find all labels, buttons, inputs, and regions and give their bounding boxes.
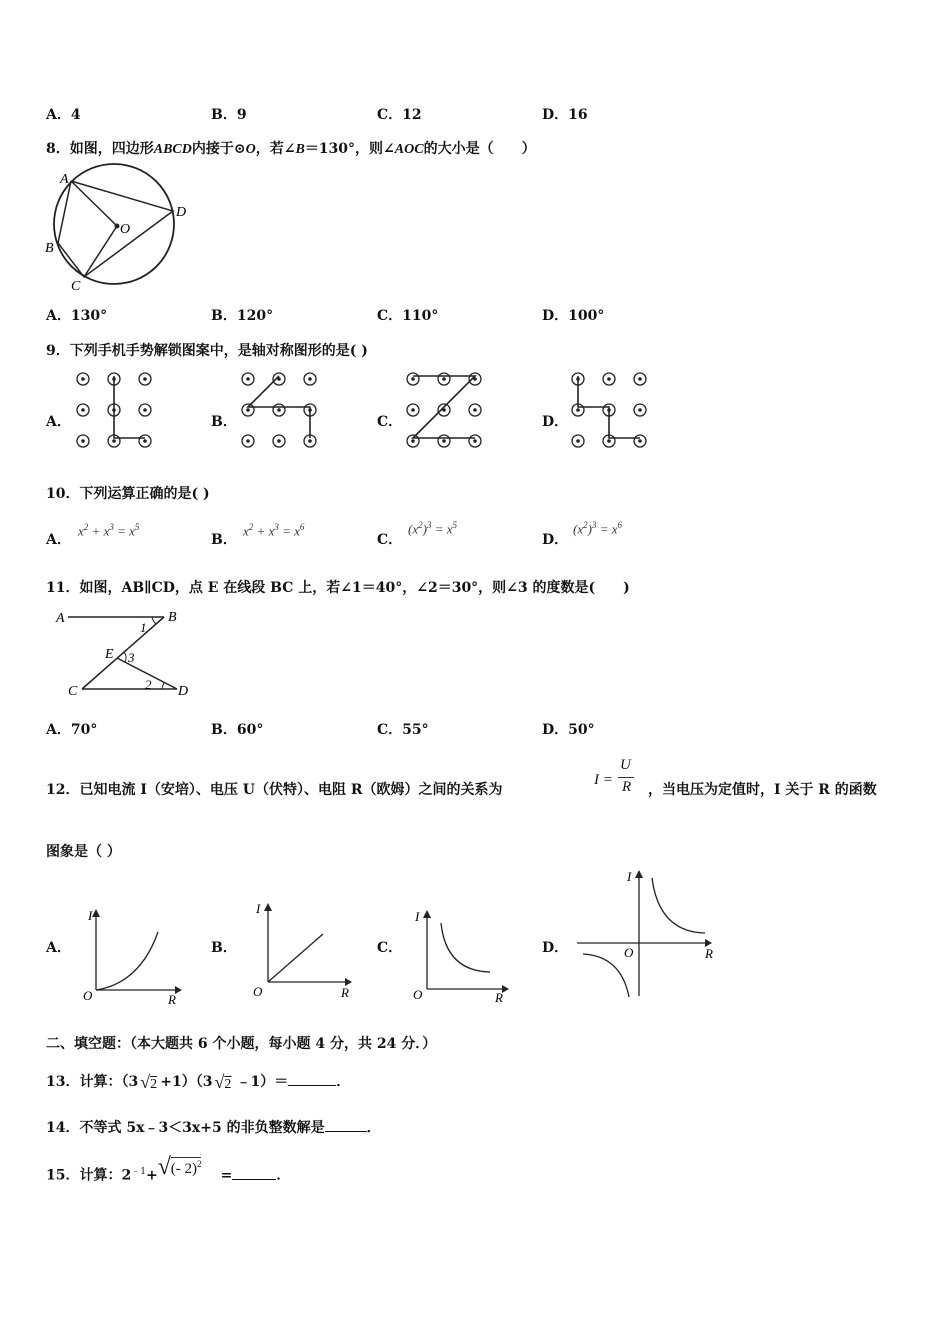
q9-pattern-a xyxy=(72,368,156,448)
q11-label-a: A xyxy=(56,611,65,626)
svg-text:R: R xyxy=(168,992,176,1007)
lock-dot-center xyxy=(308,439,312,443)
q8-option-d: D．100° xyxy=(542,308,605,324)
svg-text:R: R xyxy=(341,985,349,1000)
q14-expression: 14．不等式 5x﹣3＜3x+5 的非负整数解是 ． xyxy=(46,1120,381,1136)
lock-dot-center xyxy=(81,408,85,412)
lock-dot-center xyxy=(143,377,147,381)
lock-dot-center xyxy=(576,439,580,443)
svg-text:R: R xyxy=(705,946,713,961)
q8-option-c: C．110° xyxy=(377,308,439,324)
lock-dot-center xyxy=(442,439,446,443)
q11-option-b: B．60° xyxy=(211,722,264,738)
lock-dot-center xyxy=(246,377,250,381)
lock-dot-center xyxy=(607,439,611,443)
lock-dot-center xyxy=(638,439,642,443)
q7-option-d: D．16 xyxy=(542,107,588,123)
q10-option-b-expr: $x^2 + x^3 = x^6$ xyxy=(243,522,305,539)
lock-dot-center xyxy=(277,439,281,443)
q11-option-c: C．55° xyxy=(377,722,429,738)
q14-answer-blank[interactable] xyxy=(325,1131,367,1132)
q9-option-d-label: D． xyxy=(542,414,569,430)
q12-graph-a xyxy=(80,905,190,1005)
lock-dot-center xyxy=(112,439,116,443)
q15-answer-blank[interactable] xyxy=(232,1179,276,1180)
q12-option-b-label: B． xyxy=(211,940,237,956)
q10-stem: 10．下列运算正确的是( ) xyxy=(46,486,210,502)
q8-circle-figure xyxy=(40,165,200,295)
q13-answer-blank[interactable] xyxy=(288,1085,336,1086)
svg-text:O: O xyxy=(624,945,634,960)
q11-stem: 11．如图，AB∥CD，点 E 在线段 BC 上，若∠1＝40°，∠2＝30°，则∠3 的度数是( ) xyxy=(46,580,630,596)
lock-dot-center xyxy=(143,439,147,443)
lock-dot-center xyxy=(143,408,147,412)
lock-dot-center xyxy=(81,439,85,443)
lock-dot-center xyxy=(308,377,312,381)
svg-text:R: R xyxy=(495,990,503,1005)
q12-graph-b xyxy=(250,898,360,1003)
q10-option-d-expr: $(x^2)^3 = x^6$ xyxy=(573,520,623,537)
q12-option-c-label: C． xyxy=(377,940,403,956)
svg-text:I: I xyxy=(256,901,261,916)
q11-label-b: B xyxy=(168,610,177,625)
svg-text:O: O xyxy=(253,984,263,999)
q7-option-a: A．4 xyxy=(46,107,81,123)
q12-option-d-label: D． xyxy=(542,940,569,956)
q11-option-d: D．50° xyxy=(542,722,595,738)
q9-pattern-d xyxy=(567,368,651,448)
section2-heading: 二、填空题：（本大题共 6 个小题，每小题 4 分，共 24 分．） xyxy=(46,1036,437,1052)
lock-dot-center xyxy=(411,408,415,412)
q12-graph-d xyxy=(575,866,720,1006)
q13-expression: 13．计算：（3 √2 +1）（3 √2 ﹣1）＝ ． xyxy=(46,1072,351,1092)
lock-dot-center xyxy=(246,439,250,443)
q9-option-a-label: A． xyxy=(46,414,71,430)
q12-stem-a: 12．已知电流 I（安培）、电压 U（伏特）、电阻 R（欧姆）之间的关系为 xyxy=(46,782,503,798)
q8-option-a: A．130° xyxy=(46,308,108,324)
q12-option-a-label: A． xyxy=(46,940,71,956)
q10-option-b-label: B． xyxy=(211,532,237,548)
q11-label-3: 3 xyxy=(128,650,135,665)
lock-dot-center xyxy=(411,377,415,381)
q9-option-c-label: C． xyxy=(377,414,403,430)
q10-option-a-expr: $x^2 + x^3 = x^5$ xyxy=(78,522,140,539)
lock-dot-center xyxy=(442,377,446,381)
svg-text:I: I xyxy=(415,909,420,924)
q11-figure xyxy=(52,604,202,699)
svg-text:I: I xyxy=(88,908,93,923)
q7-option-c: C．12 xyxy=(377,107,422,123)
q10-option-d-label: D． xyxy=(542,532,569,548)
q8-label-d: D xyxy=(176,205,187,220)
lock-dot-center xyxy=(246,408,250,412)
q9-stem: 9．下列手机手势解锁图案中，是轴对称图形的是( ) xyxy=(46,343,368,359)
q11-option-a: A．70° xyxy=(46,722,98,738)
q9-pattern-b xyxy=(237,368,321,448)
q8-label-a: A xyxy=(60,172,69,187)
q7-option-b: B．9 xyxy=(211,107,247,123)
svg-text:I: I xyxy=(627,869,632,884)
lock-dot-center xyxy=(81,377,85,381)
q11-label-c: C xyxy=(68,684,78,699)
q11-label-e: E xyxy=(105,647,114,662)
lock-dot-center xyxy=(607,377,611,381)
svg-text:O: O xyxy=(413,987,423,1002)
lock-dot-center xyxy=(277,408,281,412)
svg-text:O: O xyxy=(83,988,93,1003)
lock-dot-center xyxy=(473,408,477,412)
q12-graph-c xyxy=(410,905,520,1005)
q9-pattern-c xyxy=(402,368,486,448)
q12-stem-c: 图象是（ ） xyxy=(46,844,121,860)
q10-option-c-label: C． xyxy=(377,532,403,548)
q11-label-2: 2 xyxy=(145,677,152,692)
q11-label-1: 1 xyxy=(140,620,147,635)
lock-dot-center xyxy=(638,377,642,381)
q8-option-b: B．120° xyxy=(211,308,274,324)
q9-option-b-label: B． xyxy=(211,414,237,430)
lock-dot-center xyxy=(473,439,477,443)
q8-label-c: C xyxy=(71,279,81,294)
q10-option-c-expr: $(x^2)^3 = x^5$ xyxy=(408,520,458,537)
q11-label-d: D xyxy=(178,684,189,699)
q15-expression: 15．计算：$2^{﹣1}+$ √ (- 2)$^2$ = ． xyxy=(46,1153,291,1184)
q8-stem: 8．如图，四边形ABCD内接于⊙O，若∠B＝130°，则∠AOC的大小是（ ） xyxy=(46,141,536,157)
lock-dot-center xyxy=(411,439,415,443)
q10-option-a-label: A． xyxy=(46,532,71,548)
q8-label-o: O xyxy=(120,222,131,237)
q8-label-b: B xyxy=(45,241,54,256)
lock-dot-center xyxy=(638,408,642,412)
lock-dot-center xyxy=(576,408,580,412)
q12-stem-b: ，当电压为定值时，I 关于 R 的函数 xyxy=(648,782,877,798)
